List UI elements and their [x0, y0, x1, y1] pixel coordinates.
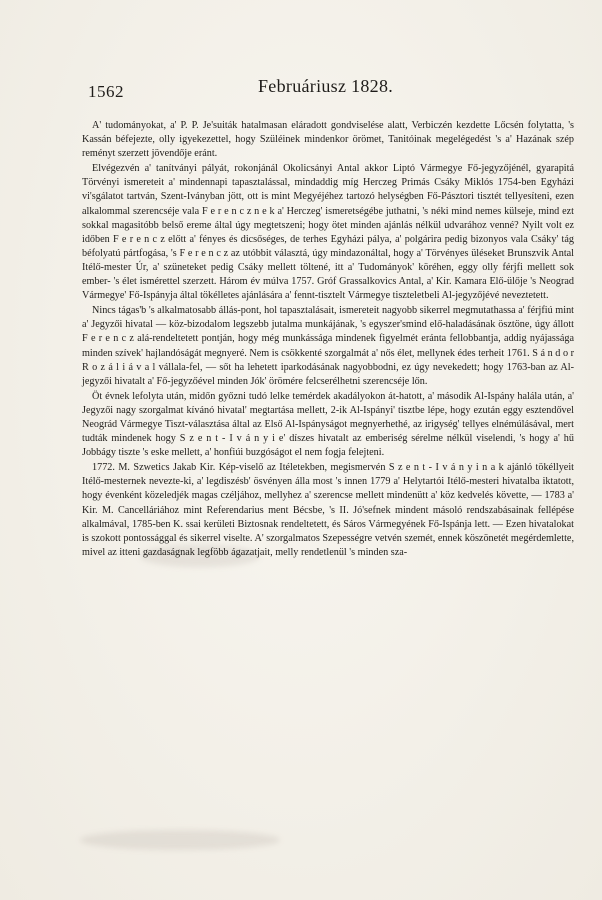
page-number: 1562: [88, 82, 124, 101]
paragraph: Öt évnek lefolyta után, midőn győzni tudó lelke temérdek akadályokon át-hatott, a' második Al-Ispány halála után, a' Jegyzői nagy szorgalmat kívánó hivatal' megtartása mellett, 2-ik Al-Ispányi' tisztbe lépe, hogy ezután eggy esztendővel Neográd Vármegye Tiszt-választása által az Első Al-Ispányságot megnyerhethé, az irigység' tellyes elnémúlásával, mert tudták mindenek hogy S z e n t - I v á n y i e' díszes hivatalt az emberiség sérelme nélkül viselendi, 's hogy a' hű Jobbágy tiszte 's eske mellett, a' honfiúi buzgóságot el nem fogja felejteni.: [82, 390, 574, 459]
paper-stain: [80, 830, 280, 850]
paragraph: Nincs tágas'b 's alkalmatosabb állás-pont, hol tapasztalásait, ismereteit nagyobb sikerrel megmutathassa a' férjfiú mint a' Jegyzői hivatal — köz-bizodalom legszebb jutalma munkájának, 's egyszer'smind elő-haladásának ösztöne, úgy állott F e r e n c z alá-rendeltetett pontján, hogy még munkássága mindenek figyelmét eránta fellobbantja, addig nyájassága minden szívek' hajlandóságát megnyeré. Nem is csökkenté szorgalmát a' nős élet, mellynek édes terheit 1761. S á n d o r R o z á l i á v a l vállala-fel, — sőt ha lehetett iparkodásának nagyobbodni, ez úgy nevekedett; hogy 1763-ban az Al-jegyzői hivatalt a' Fő-jegyzőével minden Jók' örömére felcserélhetni szerencséje lőn.: [82, 305, 574, 387]
page-header: [82, 66, 582, 106]
paragraph: Elvégezvén a' tanítványi pályát, rokonjánál Okolicsányi Antal akkor Liptó Vármegye Fő-jegyzőjénél, gyarapitá Törvényi ismereteit a' mindennapi tapasztalással, mindaddig míg Herczeg Primás Csáky Miklós 1754-ben Egyházi vi'sgálatot tartván, Szent-Iványban jött, ott is mint Megyéjéhez tartozó helységben Fő-Pásztori tisztét tellyesíteni, ezen alkalommal szerencséje vala F e r e n c z n e k a' Herczeg' ismeretségébe juthatni, 's néki mind nemes külseje, mind ezt sokkal magasitóbb belső ereme által úgy megtetszeni; hogy ötet minden ajánlás nélkül udvarához venné? Nyilt volt ez időben F e r e n c z előtt a' fényes és dicsőséges, de terhes Egyházi pálya, a' polgárira pedig bizonyos vala Csáky' tág béfolyatú pártfogása, 's F e r e n c z az utóbbit választá, úgy mindazonáltal, hogy a' Törvényes üléseket Brunszvik Antal Itélő-mester Úr, a' szüneteket pedig Csáky mellett töltené, itt a' Tudományok' köréhen, eggy olly férjfi mellett sok ember- 's élet ismérettel szerzett. Három év múlva 1757. Gróf Grassalkovics Antal, a' Kir. Kamara Elő-ülője 's Neograd Vármegye' Fő-Ispányja által tökélletes ajánlására a' fennt-tisztelt Vármegye tiszteletbeli Al-jegyzőjévé neveztetett.: [82, 163, 574, 302]
running-title: Februáriusz 1828.: [258, 76, 394, 96]
body-text: [82, 119, 574, 560]
paragraph: 1772. M. Szwetics Jakab Kir. Kép-viselő az Itéletekben, megismervén S z e n t - I v á n y i n a k ajánló tökéllyeit Itélő-mesternek nevezte-ki, a' legdiszésb' ösvényen álla most 's innen 1779 a' Helytartói Itélő-mesteri hivatalba iktatott, hogy évenként közeledjék magas czéljához, mellyhez a' szerencse mellett mindenütt a' köz kedvelés követte, — 1783 a' Kir. M. Cancelláriához mint Referendarius ment Bécsbe, 's II. Jó'sefnek mindent másoló rendszabásainak fellépése alkalmával, 1785-ben K. ssai kerületi Biztosnak rendeltetett, és Sáros Vármegyének Fő-Ispánja lett. — Ezen hivatalokat is szokott pontossággal és sikerrel viselte. A' szorgalmatos Szepességre vetvén szemét, ennek köszönetét megérdemlette, mivel az itteni gazdaságnak legföbb ágazatjait, melly rendetlenül 's minden sza-: [82, 462, 574, 558]
paragraph: A' tudományokat, a' P. P. Je'suiták hatalmasan eláradott gondviselése alatt, Verbiczén kezdette Lőcsén folytatta, 's Kassán béfejezte, olly igyekezettel, hogy Szüléinek mindenkor örömet, Tanitóinak megelégedést 's a' Hazának szép reményt szerzett jövendője eránt.: [82, 120, 574, 160]
